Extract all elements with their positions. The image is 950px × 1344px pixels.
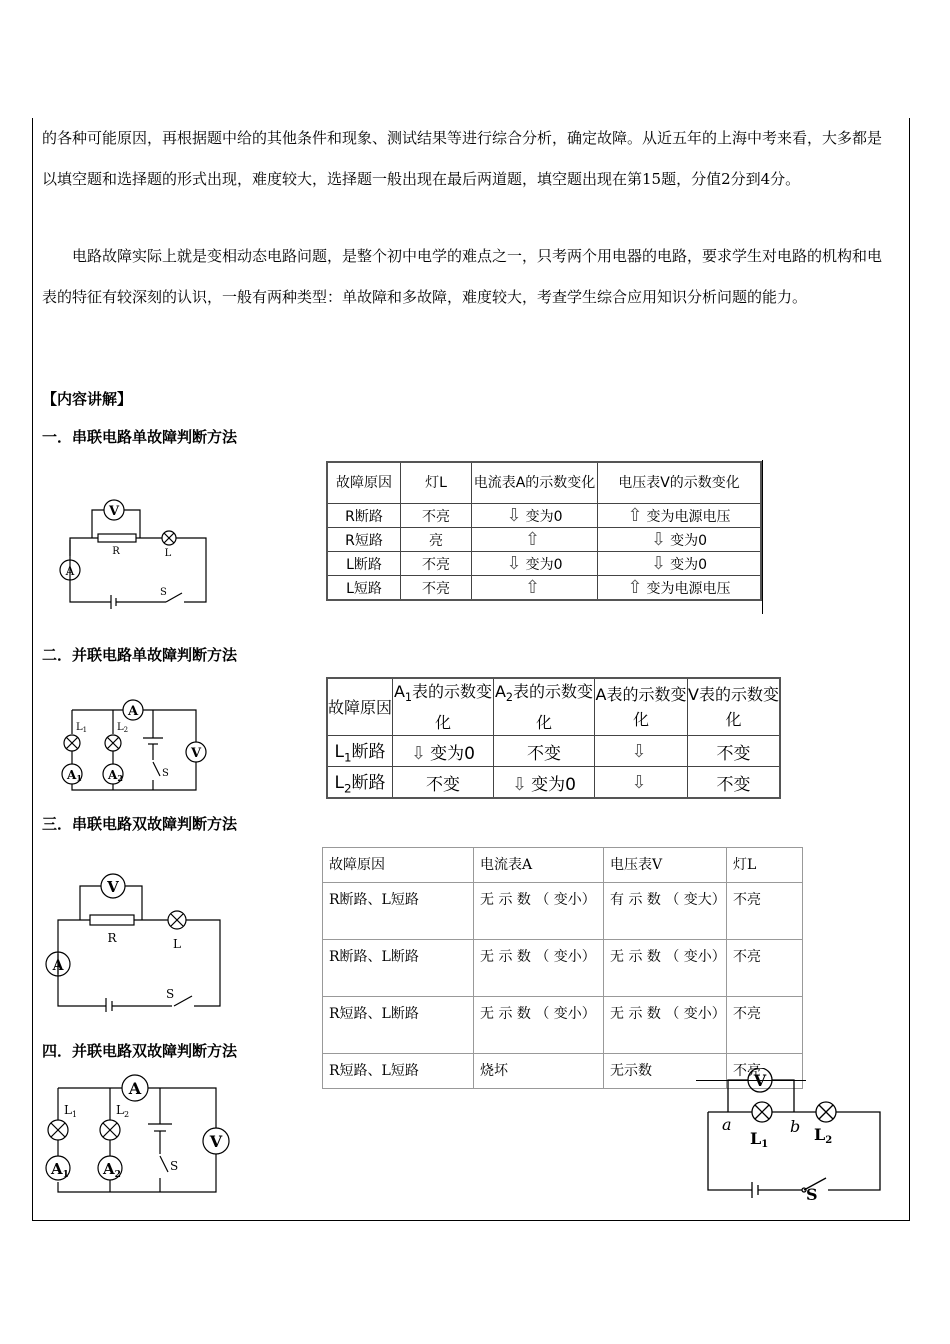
point-a-label: a [722, 1115, 732, 1134]
series-circuit-diagram-1 [56, 492, 216, 614]
t2-cause-sub: 2 [343, 781, 352, 796]
switch-label: S [166, 987, 175, 1001]
t3-ammeter: 无 示 数 （ 变小） [474, 997, 604, 1054]
t3-lamp: 不亮 [727, 997, 803, 1054]
t3-header-voltmeter: 电压表V [604, 848, 727, 883]
t1-ammeter-text: 变为0 [525, 557, 563, 573]
t1-ammeter [472, 528, 598, 552]
table-row [323, 940, 803, 997]
t1-ammeter [472, 576, 598, 601]
t3-lamp: 不亮 [727, 940, 803, 997]
t2-cause: $L_1$断路 [327, 736, 393, 767]
down-arrow-icon: ⇩ [411, 742, 427, 764]
t2-cause-sub: 1 [343, 750, 352, 765]
t2-cause-text: 断路 [351, 773, 386, 794]
t1-voltmeter-text: 变为电源电压 [646, 509, 731, 525]
t3-header-ammeter: 电流表A [474, 848, 604, 883]
t2-v: 不变 [688, 767, 781, 799]
ammeter1-label: $A_1$ [51, 1160, 69, 1180]
ammeter-label: A [127, 704, 139, 719]
down-arrow-icon: ⇩ [506, 505, 522, 526]
ammeter2-label: $A_2$ [103, 1160, 121, 1180]
t1-cause: L断路 [327, 552, 401, 576]
t1-voltmeter [598, 528, 762, 552]
t2-header-cause: 故障原因 [327, 678, 393, 736]
table-row [327, 504, 761, 528]
lamp2-label: $L_2$ [116, 1103, 130, 1119]
switch-label: S [170, 1159, 179, 1173]
t2-header-a: A表的示数变化 [595, 678, 688, 736]
t2-a2 [494, 767, 595, 799]
down-arrow-icon: ⇩ [650, 529, 667, 550]
t1-ammeter [472, 552, 598, 576]
lamp1-label: $L_1$ [76, 722, 88, 734]
t2-a2-text: 不变 [527, 743, 561, 764]
t2-cause-text: 断路 [351, 742, 386, 763]
switch-label: S [160, 587, 167, 598]
t2-a1 [393, 767, 494, 799]
t2-a2-text: 变为0 [531, 774, 576, 795]
up-arrow-icon: ⇧ [627, 505, 643, 526]
intro-paragraph-2-text: 电路故障实际上就是变相动态电路问题，是整个初中电学的难点之一，只考两个用电器的电路，要求学生对电路的机构和电表的特征有较深刻的认识，一般有两种类型：单故障和多故障，难度较大，考查学生综合应用知识分析问题的能力。 [42, 247, 883, 306]
table-row [327, 767, 780, 799]
parallel-circuit-diagram-1 [56, 698, 212, 798]
t2-a1-text: 变为0 [430, 743, 475, 764]
section-4-title: 四．并联电路双故障判断方法 [42, 1042, 238, 1060]
t2-header-a2-text: 表的示数变化 [513, 682, 594, 733]
t2-a2 [494, 736, 595, 767]
t3-voltmeter: 无示数 [604, 1054, 727, 1089]
t2-cause: $L_2$断路 [327, 767, 393, 799]
down-arrow-icon: ⇩ [650, 553, 667, 574]
parallel-circuit-diagram-2 [40, 1072, 230, 1200]
t2-a1 [393, 736, 494, 767]
t2-a1-text: 不变 [426, 774, 460, 795]
voltmeter-label: V [107, 878, 119, 896]
t1-voltmeter-text: 变为电源电压 [646, 581, 731, 597]
t3-header-lamp: 灯L [727, 848, 803, 883]
t3-ammeter: 烧坏 [474, 1054, 604, 1089]
table-series-double-fault [322, 847, 803, 1089]
down-arrow-icon: ⇩ [631, 771, 647, 793]
t1-voltmeter-text: 变为0 [670, 533, 707, 549]
t1-header-cause: 故障原因 [327, 462, 401, 504]
up-arrow-icon: ⇧ [627, 577, 643, 598]
resistor-label: R [112, 546, 120, 557]
t3-header-cause: 故障原因 [323, 848, 474, 883]
t1-lamp: 不亮 [401, 576, 472, 601]
t2-header-a1: $A_1$表的示数变化 [393, 678, 494, 736]
table-parallel-single-fault [326, 677, 781, 799]
t2-header-v: V表的示数变化 [688, 678, 781, 736]
intro-paragraph-1: 的各种可能原因，再根据题中给的其他条件和现象、测试结果等进行综合分析，确定故障。从近五年的上海中考来看，大多都是以填空题和选择题的形式出现，难度较大，选择题一般出现在最后两道题，填空题出现在第15题，分值2分到4分。 [42, 129, 883, 188]
voltmeter-label: V [753, 1071, 767, 1090]
table-row [323, 883, 803, 940]
table1-side-rule [762, 460, 763, 614]
section-3-title: 三．串联电路双故障判断方法 [42, 815, 238, 833]
t3-cause: R短路、L短路 [323, 1054, 474, 1089]
t1-ammeter-text: 变为0 [525, 509, 563, 525]
t3-cause: R短路、L断路 [323, 997, 474, 1054]
voltmeter-label: V [209, 1132, 223, 1151]
t1-voltmeter [598, 504, 762, 528]
lamp-label: L [164, 548, 172, 559]
lamp-label: L [173, 937, 181, 951]
down-arrow-icon: ⇩ [506, 553, 522, 574]
voltmeter-label: V [190, 746, 202, 761]
t3-voltmeter: 无 示 数 （ 变小） [604, 940, 727, 997]
ammeter-label: A [128, 1079, 142, 1098]
t2-header-a2: $A_2$表的示数变化 [494, 678, 595, 736]
t3-ammeter: 无 示 数 （ 变小） [474, 883, 604, 940]
up-arrow-icon: ⇧ [524, 529, 541, 550]
lamp1-label: $L_1$ [64, 1103, 78, 1119]
up-arrow-icon: ⇧ [524, 577, 541, 598]
t3-ammeter: 无 示 数 （ 变小） [474, 940, 604, 997]
down-arrow-icon: ⇩ [512, 773, 528, 795]
t1-cause: R断路 [327, 504, 401, 528]
voltmeter-label: V [108, 504, 120, 519]
t1-cause: R短路 [327, 528, 401, 552]
t1-header-ammeter: 电流表A的示数变化 [472, 462, 598, 504]
point-b-label: b [790, 1117, 801, 1136]
section-1-title: 一．串联电路单故障判断方法 [42, 428, 238, 446]
t1-header-lamp: 灯L [401, 462, 472, 504]
ammeter1-label: A1 [67, 768, 82, 783]
t2-v: 不变 [688, 736, 781, 767]
t3-lamp: 不亮 [727, 883, 803, 940]
table-row [327, 552, 761, 576]
t1-voltmeter [598, 552, 762, 576]
table-row [327, 736, 780, 767]
t1-lamp: 亮 [401, 528, 472, 552]
ammeter-label: A [52, 958, 64, 974]
ammeter-label: A [65, 564, 75, 578]
series-two-lamp-circuit-diagram [702, 1068, 886, 1206]
t3-voltmeter: 无 示 数 （ 变小） [604, 997, 727, 1054]
t1-lamp: 不亮 [401, 504, 472, 528]
content-explanation-heading: 【内容讲解】 [42, 390, 133, 408]
t2-a [595, 767, 688, 799]
lamp1-label: L1 [750, 1129, 769, 1150]
t1-lamp: 不亮 [401, 552, 472, 576]
t3-cause: R断路、L短路 [323, 883, 474, 940]
t3-lamp: 不亮 [727, 1054, 803, 1089]
t1-ammeter [472, 504, 598, 528]
down-arrow-icon: ⇩ [631, 740, 647, 762]
lamp2-label: L2 [814, 1125, 833, 1146]
series-circuit-diagram-2 [42, 870, 232, 1016]
table-row [327, 528, 761, 552]
switch-label: S [806, 1185, 818, 1202]
ammeter2-label: A2 [108, 768, 123, 783]
section-2-title: 二．并联电路单故障判断方法 [42, 646, 238, 664]
t1-cause: L短路 [327, 576, 401, 601]
t2-header-a1-text: 表的示数变化 [412, 682, 493, 733]
t2-a [595, 736, 688, 767]
t1-header-voltmeter: 电压表V的示数变化 [598, 462, 762, 504]
table-row [327, 576, 761, 601]
switch-label: S [162, 768, 169, 779]
t1-voltmeter-text: 变为0 [670, 557, 707, 573]
table-row [323, 997, 803, 1054]
t1-voltmeter [598, 576, 762, 601]
table-series-single-fault [326, 461, 762, 601]
t3-voltmeter: 有 示 数 （ 变大） [604, 883, 727, 940]
t3-cause: R断路、L断路 [323, 940, 474, 997]
intro-paragraph-2 [42, 236, 892, 318]
resistor-label: R [107, 931, 117, 945]
lamp2-label: $L_2$ [117, 722, 129, 734]
